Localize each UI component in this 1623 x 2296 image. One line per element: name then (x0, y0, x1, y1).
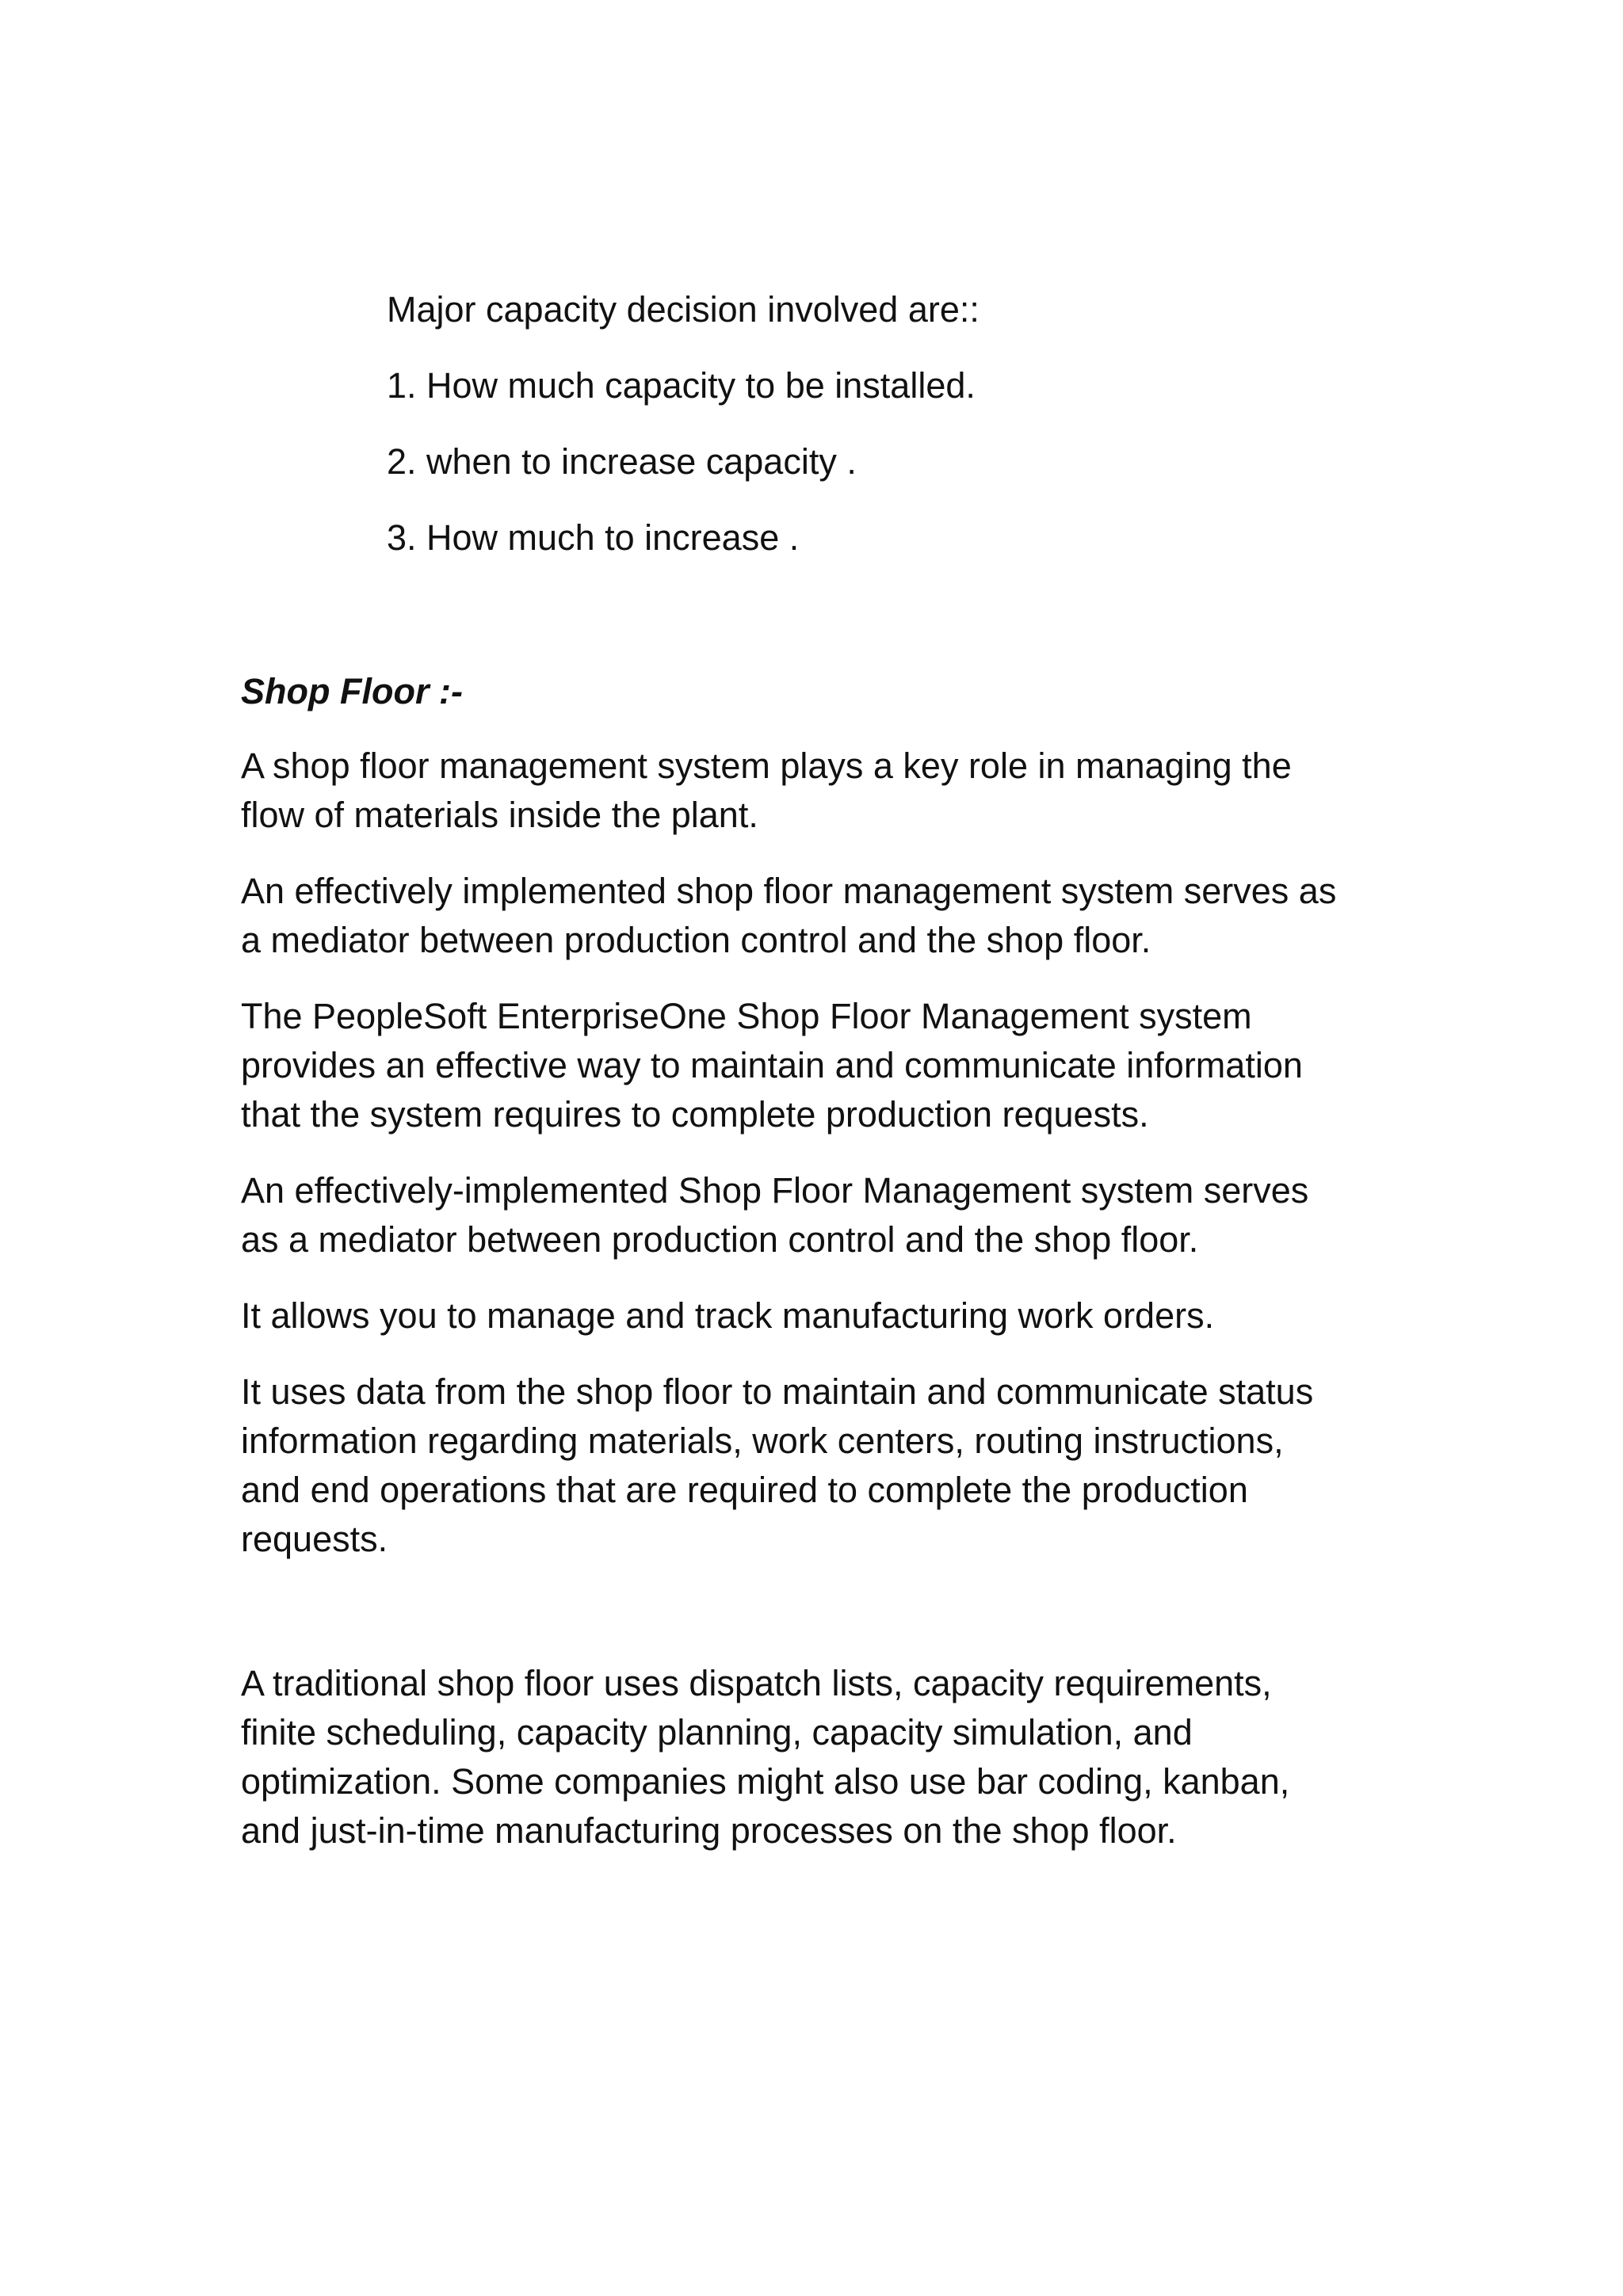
capacity-decisions-list (387, 285, 1417, 589)
list-item: 3. How much to increase . (387, 517, 800, 558)
paragraph (241, 1659, 1430, 1855)
paragraph-line: provides an effective way to maintain and communicate information (241, 1045, 1303, 1085)
paragraph-line: It allows you to manage and track manufacturing work orders. (241, 1295, 1215, 1336)
paragraph-line: and just-in-time manufacturing processes on the shop floor. (241, 1810, 1177, 1851)
paragraph-line: It uses data from the shop floor to maintain and communicate status (241, 1371, 1314, 1412)
paragraph-line: as a mediator between production control and the shop floor. (241, 1219, 1199, 1260)
paragraph-line: a mediator between production control and the shop floor. (241, 920, 1151, 960)
paragraph-line: requests. (241, 1519, 388, 1559)
list-lead: Major capacity decision involved are:: (387, 289, 980, 330)
paragraph (241, 992, 1430, 1139)
paragraph (241, 1367, 1430, 1564)
paragraph-line: optimization. Some companies might also use bar coding, kanban, (241, 1761, 1290, 1802)
paragraph-line: The PeopleSoft EnterpriseOne Shop Floor Management system (241, 996, 1252, 1036)
paragraph (241, 742, 1430, 840)
paragraph (241, 1166, 1430, 1264)
paragraph-line: An effectively-implemented Shop Floor Management system serves (241, 1170, 1309, 1211)
section-heading: Shop Floor :- (241, 671, 463, 711)
paragraph-line: finite scheduling, capacity planning, capacity simulation, and (241, 1712, 1193, 1753)
paragraph-line: and end operations that are required to complete the production (241, 1470, 1248, 1510)
list-item: 1. How much capacity to be installed. (387, 365, 976, 406)
list-item: 2. when to increase capacity . (387, 441, 857, 482)
paragraph-line: flow of materials inside the plant. (241, 795, 758, 835)
paragraph-line: that the system requires to complete production requests. (241, 1094, 1149, 1135)
paragraph (241, 867, 1430, 965)
shop-floor-section (241, 667, 1430, 1882)
paragraph-line: A traditional shop floor uses dispatch lists, capacity requirements, (241, 1663, 1272, 1703)
paragraph-line: An effectively implemented shop floor management system serves as (241, 871, 1337, 911)
paragraph-line: A shop floor management system plays a key role in managing the (241, 746, 1292, 786)
paragraph-line: information regarding materials, work centers, routing instructions, (241, 1421, 1284, 1461)
paragraph (241, 1291, 1430, 1341)
